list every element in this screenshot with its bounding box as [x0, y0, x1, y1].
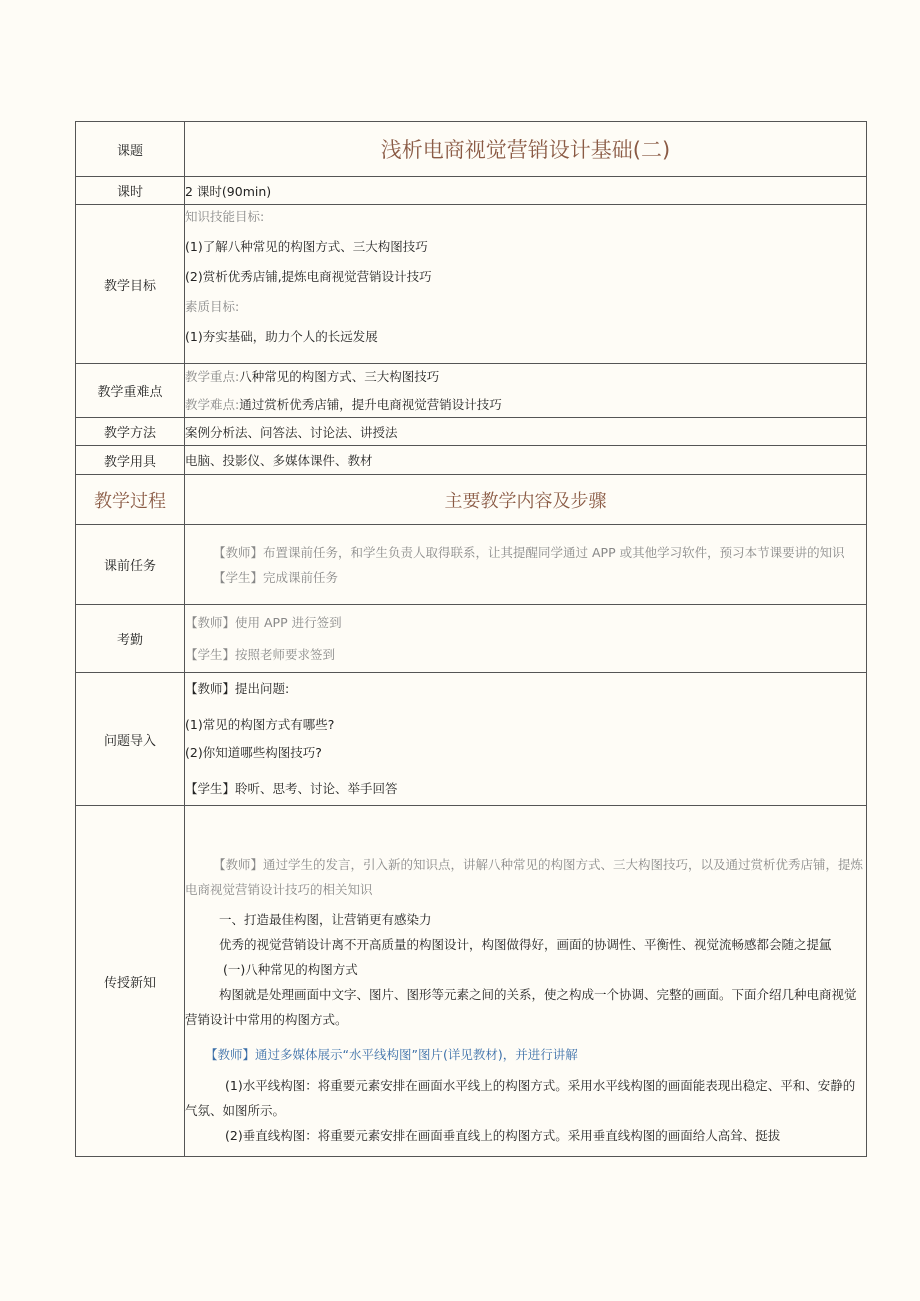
process-header-right: 主要教学内容及步骤 [185, 475, 867, 525]
page-title: 浅析电商视觉营销设计基础(二) [185, 122, 867, 177]
goals-row [76, 205, 867, 364]
intro-label: 问题导入 [76, 673, 185, 806]
methods-label: 教学方法 [76, 418, 185, 446]
intro-student: 【学生】聆听、思考、讨论、举手回答 [185, 781, 398, 796]
intro-question: (1)常见的构图方式有哪些? [185, 717, 335, 732]
quality-heading: 素质目标: [185, 299, 240, 314]
methods-row [76, 418, 867, 446]
knowledge-item: (2)赏析优秀店铺,提炼电商视觉营销设计技巧 [185, 269, 432, 284]
intro-teacher: 【教师】提出问题: [185, 681, 290, 696]
hours-value: 2 课时(90min) [185, 177, 867, 205]
attendance-teacher: 【教师】使用 APP 进行签到 [185, 614, 342, 630]
knowledge-item: (1)了解八种常见的构图方式、三大构图技巧 [185, 239, 428, 254]
tools-label: 教学用具 [76, 446, 185, 475]
quality-item: (1)夯实基础，助力个人的长远发展 [185, 329, 378, 344]
hours-label: 课时 [76, 177, 185, 205]
intro-row [76, 673, 867, 806]
attendance-row [76, 605, 867, 673]
pre-class-teacher: 【教师】布置课前任务，和学生负责人取得联系，让其提醒同学通过 APP 或其他学习软件，预习本节课要讲的知识 [213, 544, 845, 560]
key-points-row [76, 364, 867, 418]
process-header-left: 教学过程 [76, 475, 185, 525]
teacher-demo: 【教师】通过多媒体展示“水平线构图”图片(详见教材)，并进行讲解 [205, 1047, 578, 1062]
subsection-text: 构图就是处理画面中文字、图片、图形等元素之间的关系，使之构成一个协调、完整的画面。下面介绍几种电商视觉营销设计中常用的构图方式。 [185, 987, 857, 1027]
methods-value: 案例分析法、问答法、讨论法、讲授法 [185, 418, 867, 446]
new-knowledge-teacher: 【教师】通过学生的发言，引入新的知识点，讲解八种常见的构图方式、三大构图技巧，以及通过赏析优秀店铺，提炼电商视觉营销设计技巧的相关知识 [185, 857, 864, 897]
tools-value: 电脑、投影仪、多媒体课件、教材 [185, 446, 867, 475]
section-text: 优秀的视觉营销设计离不开高质量的构图设计，构图做得好，画面的协调性、平衡性、视觉流畅感都会随之提氲 [219, 937, 832, 952]
hours-row [76, 177, 867, 205]
lesson-plan-table [75, 121, 867, 1157]
attendance-student: 【学生】按照老师要求签到 [185, 646, 336, 662]
intro-question: (2)你知道哪些构图技巧? [185, 745, 322, 760]
topic-label: 课题 [76, 122, 185, 177]
section-heading: 一、打造最佳构图，让营销更有感染力 [219, 912, 432, 927]
composition-item: (1)水平线构图：将重要元素安排在画面水平线上的构图方式。采用水平线构图的画面能表现出稳定、平和、安静的气氛、如图所示。 [185, 1078, 856, 1118]
subsection-heading: (一)八种常见的构图方式 [223, 962, 358, 977]
new-knowledge-row [76, 806, 867, 1157]
goals-label: 教学目标 [76, 205, 185, 364]
tools-row [76, 446, 867, 475]
key-points-label: 教学重难点 [76, 364, 185, 418]
composition-item: (2)垂直线构图：将重要元素安排在画面垂直线上的构图方式。采用垂直线构图的画面给人高耸、挺拔 [225, 1128, 781, 1143]
pre-class-row [76, 525, 867, 605]
difficult-point: 教学难点:通过赏析优秀店铺，提升电商视觉营销设计技巧 [185, 396, 502, 412]
topic-row [76, 122, 867, 177]
key-point: 教学重点:八种常见的构图方式、三大构图技巧 [185, 368, 440, 384]
pre-class-label: 课前任务 [76, 525, 185, 605]
new-knowledge-label: 传授新知 [76, 806, 185, 1157]
pre-class-student: 【学生】完成课前任务 [213, 569, 339, 585]
attendance-label: 考勤 [76, 605, 185, 673]
process-header-row [76, 475, 867, 525]
knowledge-heading: 知识技能目标: [185, 209, 265, 224]
lesson-plan [75, 121, 867, 1157]
